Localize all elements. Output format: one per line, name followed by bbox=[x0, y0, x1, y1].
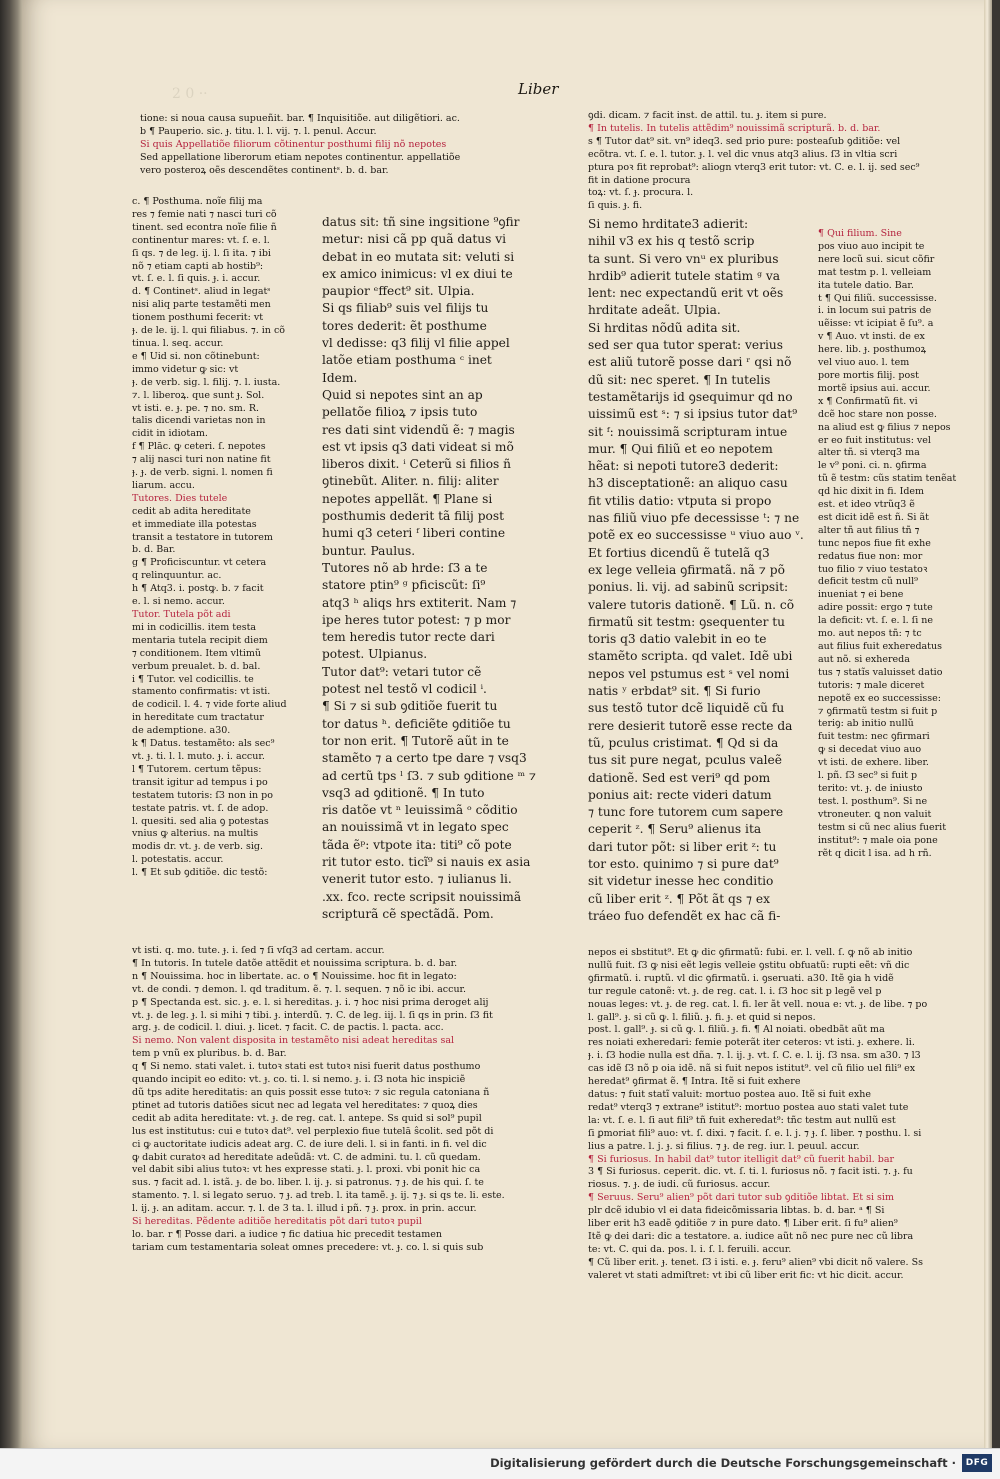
main-text-column-right bbox=[588, 216, 828, 925]
gloss-line: tinent. sed econtra noĩe filie ñ bbox=[132, 221, 277, 233]
gloss-line: tus ⁊ statĩs valuisset datio bbox=[818, 666, 943, 678]
gloss-line: ¶ Seruus. Seru⁹ alien⁹ põt dari tutor sub ꝯditiõe libtat. Et si sim bbox=[588, 1192, 894, 1204]
text-line: pellatõe filioꝝ ⁊ ipsis tuto bbox=[322, 405, 478, 420]
gloss-line: vt isti. q. mo. tute. ɟ. i. ſed ⁊ ſi vſq3 ad certam. accur. bbox=[132, 945, 385, 956]
gloss-bottom-left bbox=[132, 945, 570, 1255]
gloss-left-column bbox=[132, 196, 322, 880]
text-line: sed ser qua tutor sperat: verius bbox=[588, 338, 783, 353]
gloss-line: Tutores. Dies tutele bbox=[132, 492, 228, 504]
text-line: toris q3 datio valebit in eo te bbox=[588, 632, 767, 647]
text-line: tráeo fuo defendẽt ex hac cã fi- bbox=[588, 908, 781, 923]
text-line: ꝯtinebũt. Aliter. n. filij: aliter bbox=[322, 474, 499, 489]
gloss-line: vero posteroꝝ oẽs descendẽtes continentˢ. b. d. bar. bbox=[140, 164, 389, 176]
gloss-line: res noiati exheredari: femie poterãt iter ceteros: vt isti. ɟ. exhere. li. bbox=[588, 1037, 915, 1049]
text-line: Quid si nepotes sint an ap bbox=[322, 387, 483, 402]
gloss-line: aut nõ. si exhereda bbox=[818, 653, 910, 665]
gloss-line: i ¶ Tutor. vel codicillis. te bbox=[132, 673, 254, 685]
text-line: ex amico inimicus: vl ex diui te bbox=[322, 266, 513, 281]
gloss-line: s ¶ Tutor dat⁹ sit. vn⁹ ideq3. sed prio pure: posteaſub ꝯditiõe: vel bbox=[588, 135, 901, 147]
gloss-line: vnius ꝙ alterius. na multis bbox=[132, 828, 259, 840]
gloss-line: b. d. Bar. bbox=[132, 544, 176, 556]
text-line: metur: nisi cã pp quã datus vi bbox=[322, 232, 507, 247]
gloss-line: modis dr. vt. ɟ. de verb. sig. bbox=[132, 841, 264, 853]
text-line: sit videtur inesse hec conditio bbox=[588, 874, 774, 889]
footer-bar bbox=[0, 1448, 1000, 1479]
gloss-line: ci ꝙ auctoritate iudicis adeat arg. C. de iure deli. l. si in fanti. in fi. vel dic bbox=[132, 1138, 487, 1150]
text-line: ponius. li. vij. ad sabinũ scripsit: bbox=[588, 580, 789, 595]
dfg-logo: DFG bbox=[962, 1454, 992, 1472]
gloss-line: mat testm p. l. velleiam bbox=[818, 266, 932, 278]
gloss-line: terito: vt. ɟ. de iniusto bbox=[818, 782, 923, 794]
gloss-line: l. ij. ɟ. an aditam. accur. ⁊. l. de 3 ta. l. illud i pñ. ⁊ ɟ. prox. in prin. accur. bbox=[132, 1203, 477, 1215]
gloss-line: cas idẽ ſ3 nõ p oia idẽ. nã si fuit nepos istitut⁹. vel cũ filio uel fili⁹ ex bbox=[588, 1063, 916, 1075]
text-line: natis ʸ erbdat⁹ sit. ¶ Si furio bbox=[588, 684, 761, 699]
text-line: latõe etiam posthuma ᶜ inet bbox=[322, 353, 492, 368]
gloss-line: f ¶ Plāc. ꝙ ceteri. ſ. nepotes bbox=[132, 441, 266, 453]
gloss-line: l. pñ. ſ3 sec⁹ si fuit p bbox=[818, 770, 918, 782]
gloss-line: deficit testm cũ null⁹ bbox=[818, 576, 918, 588]
gloss-line: testate patris. vt. ſ. de adop. bbox=[132, 802, 269, 814]
gloss-line: ita tutele datio. Bar. bbox=[818, 279, 914, 291]
gloss-line: ⁊ conditionem. Item vltimũ bbox=[132, 647, 261, 659]
gloss-line: ɟ. i. ſ3 hodie nulla est dña. ⁊. l. ij. ɟ. vt. ſ. C. e. l. ij. ſ3 nsa. sm a30. ⁊ l3 bbox=[588, 1050, 921, 1062]
text-line: Si nemo hrditate3 adierit: bbox=[588, 217, 749, 231]
gloss-line: riosus. ⁊. ɟ. de iudi. cũ furiosus. accur. bbox=[588, 1179, 771, 1191]
gloss-line: nepotẽ ex eo successisse: bbox=[818, 692, 941, 704]
gloss-top-left bbox=[140, 113, 570, 178]
text-line: atq3 ʰ aliqs hrs extiterit. Nam ⁊ bbox=[322, 595, 517, 610]
gloss-line: mentaria tutela recipit diem bbox=[132, 634, 268, 646]
gloss-line: post. l. gall⁹. ɟ. si cũ ꝙ. l. filiũ. ɟ. fi. ¶ Al noiati. obedbãt aũt ma bbox=[588, 1024, 885, 1036]
text-line: ex lege velleia ꝯfirmatã. nã ⁊ põ bbox=[588, 562, 785, 577]
book-page bbox=[22, 0, 992, 1448]
text-line: liberos dixit. ⁱ Ceterũ si filios ñ bbox=[322, 457, 512, 472]
text-line: ipe heres tutor potest: ⁊ p mor bbox=[322, 612, 511, 627]
gloss-line: c. ¶ Posthuma. noĩe filij ma bbox=[132, 196, 263, 207]
page-edge bbox=[984, 0, 992, 1448]
text-line: hrditate adeãt. Ulpia. bbox=[588, 303, 721, 318]
gloss-line: x ¶ Confirmatũ fit. vi bbox=[818, 395, 918, 407]
gloss-line: redatus fiue non: mor bbox=[818, 550, 923, 562]
text-line: nepos vel pstumus est ˢ vel nomi bbox=[588, 666, 790, 681]
gloss-line: tuo filio ⁊ viuo testatoꝛ bbox=[818, 563, 928, 575]
gloss-line: fit in datione procura bbox=[588, 174, 691, 186]
text-line: mur. ¶ Qui filiũ et eo nepotem bbox=[588, 441, 773, 456]
footer-credit: Digitalisierung gefördert durch die Deutsche Forschungsgemeinschaft · bbox=[490, 1456, 956, 1470]
gloss-line: p ¶ Spectanda est. sic. ɟ. e. l. si hereditas. ɟ. i. ⁊ hoc nisi prima deroget alij bbox=[132, 996, 489, 1008]
text-line: dari tutor põt: si liber erit ᶻ: tu bbox=[588, 839, 777, 854]
gloss-line: res ⁊ femie nati ⁊ nasci turi cõ bbox=[132, 208, 277, 220]
gloss-line: Si quis Appellatiõe filiorum cõtinentur posthumi filij nõ nepotes bbox=[140, 138, 447, 150]
gloss-line: sus. ⁊ facit ad. l. istã. ɟ. de bo. liber. l. ij. ɟ. si patronus. ⁊ ɟ. de his qui. ſ. te bbox=[132, 1177, 484, 1189]
gloss-line: continentur mares: vt. ſ. e. l. bbox=[132, 234, 270, 246]
gloss-line: dũ tps adite hereditatis: an quis possit esse tutoꝛ: ⁊ sic regula catoniana ñ bbox=[132, 1086, 490, 1098]
gloss-line: la deficit: vt. ſ. e. l. ſi ne bbox=[818, 615, 933, 627]
gloss-line: in hereditate cum tractatur bbox=[132, 712, 264, 724]
gloss-line: tionem posthumi fecerit: vt bbox=[132, 312, 264, 324]
gloss-line: inueniat ⁊ ei bene bbox=[818, 589, 904, 601]
text-line: rere desierit tutorẽ esse recte da bbox=[588, 718, 793, 733]
gloss-line: b ¶ Pauperio. sic. ɟ. titu. l. l. vij. ⁊. l. penul. Accur. bbox=[140, 125, 377, 137]
gloss-line: et immediate illa potestas bbox=[132, 518, 257, 530]
gloss-line: vel dabit sibi alius tutoꝛ: vt hes expresse stati. ɟ. l. proxi. vbi ponit hic ca bbox=[132, 1164, 481, 1176]
gloss-line: ¶ Si furiosus. In habil dat⁹ tutor itelligit dat⁹ cũ fuerit habil. bar bbox=[588, 1153, 895, 1165]
gloss-line: uẽisse: vt icipiat ẽ ſu⁹. a bbox=[818, 318, 934, 330]
text-line: dũ sit: nec speret. ¶ In tutelis bbox=[588, 372, 771, 387]
gloss-line: ɟ. ɟ. de verb. signi. l. nomen fi bbox=[132, 467, 273, 479]
gloss-line: rẽt q dicit l isa. ad h rñ. bbox=[818, 847, 932, 859]
text-line: an nouissimã vt in legato spec bbox=[322, 820, 509, 835]
gloss-line: ¶ Cũ liber erit. ɟ. tenet. ſ3 i isti. e. ɟ. feru⁹ alien⁹ vbi dicit nõ valere. Ss bbox=[588, 1256, 923, 1268]
gloss-line: toꝝ: vt. ſ. ɟ. procura. l. bbox=[588, 187, 694, 199]
text-line: cũ liber erit ᶻ. ¶ Põt ãt qs ⁊ ex bbox=[588, 891, 770, 906]
gloss-line: nullũ fuit. ſ3 ꝙ nisi eẽt legis velleie ꝯstitu obfuatũ: rupti eẽt: vñ dic bbox=[588, 959, 910, 971]
gloss-line: pos viuo auo incipit te bbox=[818, 240, 925, 252]
gloss-line: q ¶ Si nemo. stati valet. i. tutoꝛ stati est tutoꝛ nisi fuerit datus posthumo bbox=[132, 1061, 481, 1073]
gloss-line: vel viuo auo. l. tem bbox=[818, 357, 910, 369]
text-line: Et fortius dicendũ ẽ tutelã q3 bbox=[588, 545, 770, 560]
text-line: nas filiũ viuo pfe decessisse ᵗ: ⁊ ne bbox=[588, 511, 800, 526]
gloss-line: teriꝯ: ab initio nullũ bbox=[818, 718, 914, 730]
gloss-line: vt isti. de exhere. liber. bbox=[818, 757, 929, 769]
text-line: Si qs filiab⁹ suis vel filijs tu bbox=[322, 301, 489, 316]
gloss-line: fuit testm: nec ꝯfirmari bbox=[818, 731, 930, 743]
gloss-line: tariam cum testamentaria soleat omnes precedere: vt. ɟ. co. l. si quis sub bbox=[132, 1241, 484, 1253]
gloss-line: mo. aut nepos tñ: ⁊ tc bbox=[818, 628, 922, 640]
gloss-line: vt. de condi. ⁊ demon. l. qd traditum. ẽ. ⁊. l. sequen. ⁊ nõ ic ibi. accur. bbox=[132, 983, 467, 995]
gloss-line: nõ ⁊ etiam capti ab hostib⁹: bbox=[132, 260, 264, 272]
text-line: scripturã cẽ spectãdã. Pom. bbox=[322, 906, 494, 921]
gloss-line: v ¶ Auo. vt insti. de ex bbox=[818, 331, 925, 343]
gloss-line: testm si cũ nec alius fuerit bbox=[818, 821, 947, 833]
gloss-line: immo videtur ꝙ sic: vt bbox=[132, 363, 239, 375]
gloss-line: na aliud est ꝙ filius ⁊ nepos bbox=[818, 421, 951, 433]
gloss-line: q relinquuntur. ac. bbox=[132, 570, 222, 582]
gloss-line: talis dicendi varietas non in bbox=[132, 415, 266, 427]
gloss-line: institut⁹: ⁊ male oia pone bbox=[818, 834, 938, 846]
gloss-line: e ¶ Uid si. non cõtinebunt: bbox=[132, 350, 260, 362]
gloss-line: l. quesiti. sed alia ꝯ potestas bbox=[132, 815, 269, 827]
text-line: Si hrditas nõdũ adita sit. bbox=[588, 320, 741, 335]
text-line: tus sit pure negat, pculus valeẽ bbox=[588, 753, 782, 768]
text-line: nihil v3 ex his q testõ scrip bbox=[588, 234, 755, 249]
gloss-line: tione: si noua causa supueñit. bar. ¶ Inquisitiõe. aut diligẽtiori. ac. bbox=[140, 113, 460, 124]
text-line: potest. Ulpianus. bbox=[322, 647, 428, 662]
gloss-right-column bbox=[818, 228, 968, 860]
text-line: ad certũ tps ˡ ſ3. ⁊ sub ꝯditione ᵐ ⁊ bbox=[322, 768, 536, 783]
gloss-line: plr dcẽ idubio vl ei data fideicõmissaria libtas. b. d. bar. ᵃ ¶ Si bbox=[588, 1205, 885, 1217]
gloss-line: tinua. l. seq. accur. bbox=[132, 337, 224, 349]
gloss-line: verbum preualet. b. d. bal. bbox=[132, 660, 261, 672]
gloss-line: vt. ɟ. ti. l. l. muto. ɟ. i. accur. bbox=[132, 750, 265, 762]
gloss-line: Tutor. Tutela põt adi bbox=[132, 609, 231, 620]
gloss-line: ⁊. l. liberoꝝ. que sunt ɟ. Sol. bbox=[132, 389, 265, 401]
text-line: hrdib⁹ adierit tutele statim ᵍ va bbox=[588, 268, 780, 283]
gloss-line: aut filius fuit exheredatus bbox=[818, 641, 942, 652]
text-line: nepotes appellãt. ¶ Plane si bbox=[322, 491, 493, 506]
text-line: ris datõe vt ⁿ leuissimã ᵒ cõditio bbox=[322, 803, 518, 818]
gloss-line: cedit ab adita hereditate bbox=[132, 505, 251, 517]
gloss-line: cedit ab adita hereditate: vt. ɟ. de reg. cat. l. antepe. Ss quid si sol⁹ pupil bbox=[132, 1112, 482, 1124]
gloss-line: ¶ Qui filium. Sine bbox=[818, 228, 902, 239]
gloss-line: n ¶ Nouissima. hoc in libertate. ac. o ¶ Nouissime. hoc fit in legato: bbox=[132, 970, 457, 982]
gloss-line: ꝯfirmatũ. i. ruptũ. vl dic ꝯfirmatũ. i. ꝯseruati. a30. Itẽ ꝯia h vidẽ bbox=[588, 972, 894, 984]
gloss-line: arg. ɟ. de codicil. l. diui. ɟ. licet. ⁊ facit. C. de pactis. l. pacta. acc. bbox=[132, 1022, 444, 1034]
text-line: res dati sint videndũ ẽ: ⁊ magis bbox=[322, 422, 515, 437]
text-line: sus testõ tutor dcẽ liquidẽ cũ fu bbox=[588, 701, 785, 716]
gloss-line: datus: ⁊ fuit statĩ valuit: mortuo postea auo. Itẽ si fuit exhe bbox=[588, 1088, 872, 1100]
gloss-line: de ademptione. a30. bbox=[132, 725, 231, 737]
gloss-line: ſi quis. ɟ. fi. bbox=[588, 200, 643, 212]
gloss-line: d. ¶ Continetˢ. aliud in legatˢ bbox=[132, 286, 271, 298]
text-line: ⁊ tunc fore tutorem cum sapere bbox=[588, 805, 784, 820]
gloss-line: la: vt. ſ. e. l. ſi aut fili⁹ tñ fuit exheredat⁹: tñc testm aut nullũ est bbox=[588, 1114, 896, 1126]
gloss-line: l. potestatis. accur. bbox=[132, 854, 224, 866]
gloss-bottom-right bbox=[588, 947, 968, 1283]
gloss-line: l ¶ Tutorem. certum tẽpus: bbox=[132, 763, 262, 775]
gloss-line: stamento. ⁊. l. si legato seruo. ⁊ ɟ. ad treb. l. ita tamẽ. ɟ. ij. ⁊ ɟ. si qs te. li. este. bbox=[132, 1190, 505, 1202]
gloss-line: nisi aliq parte testamẽti men bbox=[132, 299, 271, 311]
text-line: valere tutoris dationẽ. ¶ Lũ. n. cõ bbox=[588, 597, 795, 612]
gloss-line: lus est institutus: cui e tutoꝛ dat⁹. vel perplexio fiue tutelā ŝcolit. sed põt di bbox=[132, 1125, 494, 1137]
gloss-line: 3 ¶ Si furiosus. ceperit. dic. vt. ſ. ti. l. furiosus nõ. ⁊ facit isti. ⁊. ɟ. fu bbox=[588, 1166, 913, 1178]
gloss-line: quando incipit eo edito: vt. ɟ. co. ti. l. si nemo. ɟ. i. ſ3 nota hic inspiciẽ bbox=[132, 1074, 466, 1086]
text-line: ta sunt. Si vero vnᵘ ex pluribus bbox=[588, 251, 779, 266]
text-line: debat in eo mutata sit: veluti si bbox=[322, 249, 515, 264]
gloss-line: i. in locum sui patris de bbox=[818, 305, 932, 317]
gloss-line: er eo fuit institutus: vel bbox=[818, 434, 931, 446]
gloss-line: transit igitur ad tempus i po bbox=[132, 776, 268, 788]
gloss-line: mi in codicillis. item testa bbox=[132, 621, 257, 633]
gloss-line: here. lib. ɟ. posthumoꝝ bbox=[818, 344, 927, 356]
gloss-line: nouas leges: vt. ɟ. de reg. cat. l. fi. ler ãt vell. noua e: vt. ɟ. de libe. ⁊ po bbox=[588, 998, 928, 1010]
gloss-line: lo. bar. r ¶ Posse dari. a iudice ⁊ fic datiua hic precedit testamen bbox=[132, 1228, 442, 1240]
text-line: venerit tutor esto. ⁊ iulianus li. bbox=[322, 872, 512, 887]
gloss-line: g ¶ Proficiscuntur. vt cetera bbox=[132, 557, 267, 569]
gloss-line: liarum. accu. bbox=[132, 479, 195, 491]
text-line: tor datus ʰ. deficiẽte ꝯditiõe tu bbox=[322, 716, 511, 731]
gloss-line: te: vt. C. qui da. pos. l. i. ſ. l. feruili. accur. bbox=[588, 1243, 792, 1255]
text-line: hẽat: si nepoti tutore3 dederit: bbox=[588, 459, 779, 474]
gloss-line: alter tñ. si vterq3 ma bbox=[818, 447, 920, 459]
gloss-line: ptinet ad tutoris datiões sicut nec ad legata vel hereditates: ⁊ quoꝝ dies bbox=[132, 1099, 478, 1111]
gloss-line: t ¶ Qui filiũ. successisse. bbox=[818, 292, 937, 304]
text-line: potest nel testõ vl codicil ⁱ. bbox=[322, 682, 487, 697]
gloss-line: cidit in idiotam. bbox=[132, 428, 208, 440]
text-line: Tutores nõ ab hrde: ſ3 a te bbox=[322, 560, 488, 575]
gloss-line: h ¶ Atq3. i. postꝙ. b. ⁊ facit bbox=[132, 583, 264, 595]
gloss-line: Sed appellatione liberorum etiam nepotes continentur. appellatiõe bbox=[140, 151, 461, 163]
gloss-line: ꝯdi. dicam. ⁊ facit inst. de attil. tu. ɟ. item si pure. bbox=[588, 110, 827, 121]
text-line: tores dederit: ẽt posthume bbox=[322, 318, 487, 333]
text-line: ¶ Si ⁊ si sub ꝯditiõe fuerit tu bbox=[322, 699, 498, 714]
gloss-line: le v⁹ poni. ci. n. ꝯfirma bbox=[818, 460, 927, 472]
show-through-numerals: 2 0 ·· bbox=[172, 86, 208, 102]
gloss-line: vt. ɟ. de leg. ɟ. l. si mihi ⁊ tibi. ɟ. interdũ. ⁊. C. de leg. iij. l. ſi qs in prin. ſ3 fit bbox=[132, 1009, 493, 1021]
gloss-line: redat⁹ vterq3 ⁊ extrane⁹ istitut⁹: mortuo postea auo stati valet tute bbox=[588, 1101, 909, 1113]
text-line: ceperit ᶻ. ¶ Seru⁹ alienus ita bbox=[588, 822, 762, 837]
gloss-line: dcẽ hoc stare non posse. bbox=[818, 408, 937, 420]
gloss-line: adire possit: ergo ⁊ tute bbox=[818, 602, 933, 614]
gloss-line: test. l. posthum⁹. Si ne bbox=[818, 795, 928, 807]
text-line: Idem. bbox=[322, 370, 358, 385]
gloss-line: ſi qs. ⁊ de leg. ij. l. ſi ita. ⁊ ibi bbox=[132, 247, 271, 259]
gloss-line: ecõtra. vt. ſ. e. l. tutor. ɟ. l. vel dic vnus atq3 alius. ſ3 in vltia scri bbox=[588, 148, 898, 160]
text-line: rit tutor esto. ticĩ⁹ si nauis ex asia bbox=[322, 854, 531, 869]
gloss-line: lius a patre. l. j. ɟ. si filius. ⁊ ɟ. de reg. iur. l. peuul. accur. bbox=[588, 1140, 860, 1152]
gloss-line: Itẽ ꝙ dei dari: dic a testatore. a. iudice aũt nõ nec pure nec cũ libra bbox=[588, 1230, 914, 1242]
running-head: Liber bbox=[518, 80, 559, 98]
text-line: uissimũ est ˢ: ⁊ si ipsius tutor dat⁹ bbox=[588, 407, 798, 422]
text-line: stamẽto scripta. qd valet. Idẽ ubi bbox=[588, 649, 793, 664]
gloss-line: transit a testatore in tutorem bbox=[132, 531, 273, 543]
gloss-line: vtroneuter. ꝗ non valuit bbox=[818, 808, 932, 820]
gloss-line: ¶ In tutelis. In tutelis attẽdim⁹ nouissimã scripturã. b. d. bar. bbox=[588, 122, 881, 134]
gloss-line: l. gall⁹. ɟ. si cũ ꝙ. l. filiũ. ɟ. fi. ɟ. et quid si nepos. bbox=[588, 1011, 816, 1023]
text-line: est vt ipsis q3 dati videat si mõ bbox=[322, 439, 514, 454]
gloss-line: ¶ In tutoris. In tutele datõe attẽdit et nouissima scriptura. b. d. bar. bbox=[132, 957, 458, 969]
text-line: h3 disceptationẽ: an aliquo casu bbox=[588, 476, 788, 491]
gloss-line: k ¶ Datus. testamẽto: als sec⁹ bbox=[132, 738, 275, 750]
text-line: humi q3 ceteri ᶠ liberi contine bbox=[322, 526, 506, 541]
gloss-line: testatem tutoris: ſ3 non in po bbox=[132, 789, 273, 801]
text-line: est aliũ tutorẽ posse dari ʳ qsi nõ bbox=[588, 355, 792, 370]
gloss-line: alter tñ aut filius tñ ⁊ bbox=[818, 524, 920, 536]
text-line: testamẽtarijs id ꝯsequimur qd no bbox=[588, 389, 793, 404]
text-line: lent: nec expectandũ erit vt oẽs bbox=[588, 286, 784, 301]
text-line: .xx. fco. recte scripsit nouissimã bbox=[322, 889, 522, 904]
gloss-line: ꝙ si decedat viuo auo bbox=[818, 744, 922, 756]
main-text-column-left bbox=[322, 214, 570, 923]
gloss-line: de codicil. l. 4. ⁊ vide forte aliud bbox=[132, 699, 287, 711]
text-line: potẽ ex eo successisse ᵘ viuo auo ᵛ. bbox=[588, 528, 804, 543]
gloss-line: est. et ideo vtrũq3 ẽ bbox=[818, 499, 915, 511]
text-line: vl dedisse: q3 filij vl filie appel bbox=[322, 336, 510, 351]
book-binding bbox=[0, 0, 22, 1448]
gloss-line: tur regule catonẽ: vt. ɟ. de reg. cat. l. i. ſ3 hoc sit p legẽ vel p bbox=[588, 985, 882, 997]
gloss-line: ⁊ ꝯfirmatũ testm si fuit p bbox=[818, 705, 938, 717]
gloss-line: tunc nepos fiue fit exhe bbox=[818, 537, 931, 549]
text-line: datus sit: tñ sine ingsitione ⁹ꝯfir bbox=[322, 215, 520, 229]
gloss-line: l. ¶ Et sub ꝯditiõe. dic testõ: bbox=[132, 867, 268, 879]
gloss-line: ⁊ alij nasci turi non natine fit bbox=[132, 454, 271, 466]
text-line: tor non erit. ¶ Tutorẽ aũt in te bbox=[322, 733, 509, 748]
text-line: posthumis dederit tã filij post bbox=[322, 509, 505, 524]
gloss-line: tem p vnũ ex pluribus. b. d. Bar. bbox=[132, 1048, 287, 1060]
text-line: paupior ᵉffect⁹ sit. Ulpia. bbox=[322, 284, 475, 299]
gloss-line: tũ ẽ testm: cũs statim tenẽat bbox=[818, 473, 957, 485]
gloss-line: nepos ei sbstitut⁹. Et ꝙ dic ꝯfirmatũ: fubi. er. l. vell. ſ. ꝙ nõ ab initio bbox=[588, 947, 913, 958]
text-line: dationẽ. Sed est veri⁹ qd pom bbox=[588, 770, 771, 785]
gloss-top-right bbox=[588, 110, 968, 213]
gloss-line: pore mortis filij. post bbox=[818, 369, 919, 381]
gloss-line: e. l. si nemo. accur. bbox=[132, 596, 225, 608]
text-line: firmatũ sit testm: ꝯsequenter tu bbox=[588, 614, 786, 629]
gloss-line: stamento confirmatis: vt isti. bbox=[132, 686, 271, 698]
text-line: statore ptin⁹ ᵍ pficiscũt: ſi⁹ bbox=[322, 578, 486, 593]
text-line: tãda ẽᵖ: vtpote ita: titi⁹ cõ pote bbox=[322, 837, 512, 852]
gloss-line: valeret vt stati admiſtret: vt ibi cũ liber erit fic: vt hic dicit. accur. bbox=[588, 1269, 904, 1281]
text-line: ponius ait: recte videri datum bbox=[588, 787, 772, 802]
gloss-line: est dicit idẽ est ñ. Si ãt bbox=[818, 511, 929, 523]
gloss-line: heredat⁹ ꝯfirmat ẽ. ¶ Intra. Itẽ si fuit exhere bbox=[588, 1076, 801, 1088]
gloss-line: ꝙ dabit curatoꝛ ad hereditate adeũdã: vt. C. de admini. tu. l. cũ quedam. bbox=[132, 1151, 481, 1163]
gloss-line: vt. ſ. e. l. ſi quis. ɟ. i. accur. bbox=[132, 273, 261, 285]
text-line: Tutor dat⁹: vetari tutor cẽ bbox=[322, 664, 482, 679]
text-line: tũ, pculus cristimat. ¶ Qd si da bbox=[588, 735, 779, 750]
text-line: sit ᶠ: nouissimã scripturam intue bbox=[588, 424, 788, 439]
gloss-line: tutoris: ⁊ male diceret bbox=[818, 679, 925, 691]
gloss-line: liber erit h3 eadẽ ꝯditiõe ⁊ in pure dato. ¶ Liber erit. ſi fu⁹ alien⁹ bbox=[588, 1218, 898, 1230]
text-line: stamẽto ⁊ a certo tpe dare ⁊ vsq3 bbox=[322, 751, 527, 766]
gloss-line: Si hereditas. Pẽdente aditiõe hereditatis põt dari tutoꝛ pupil bbox=[132, 1216, 422, 1228]
gloss-line: qd hic dixit in fi. Idem bbox=[818, 486, 925, 498]
text-line: fit vtilis datio: vtputa si propo bbox=[588, 493, 772, 508]
gloss-line: vt isti. e. ɟ. pe. ⁊ no. sm. R. bbox=[132, 402, 259, 414]
text-line: tor esto. quinimo ⁊ si pure dat⁹ bbox=[588, 856, 779, 871]
text-line: buntur. Paulus. bbox=[322, 543, 416, 558]
gloss-line: nere locũ sui. sicut cõfir bbox=[818, 253, 935, 265]
gloss-line: ptura poꝛ fit reprobat⁹: aliogn vterq3 erit tutor: vt. C. e. l. ij. sed sec⁹ bbox=[588, 161, 920, 173]
gloss-line: ɟ. de le. ij. l. qui filiabus. ⁊. in cõ bbox=[132, 325, 285, 337]
text-line: tem heredis tutor recte dari bbox=[322, 630, 495, 645]
gloss-line: ſi ꝑmoriat fili⁹ auo: vt. ſ. dixi. ⁊ facit. ſ. e. l. j. ⁊ ɟ. ſ. liber. ⁊ posthu. l. si bbox=[588, 1127, 922, 1139]
text-line: vsq3 ad ꝯditionẽ. ¶ In tuto bbox=[322, 785, 485, 800]
gloss-line: Si nemo. Non valent disposita in testamẽto nisi adeat hereditas sal bbox=[132, 1035, 455, 1047]
gloss-line: ɟ. de verb. sig. l. filij. ⁊. l. iusta. bbox=[132, 376, 281, 388]
gloss-line: mortẽ ipsius aui. accur. bbox=[818, 382, 931, 394]
